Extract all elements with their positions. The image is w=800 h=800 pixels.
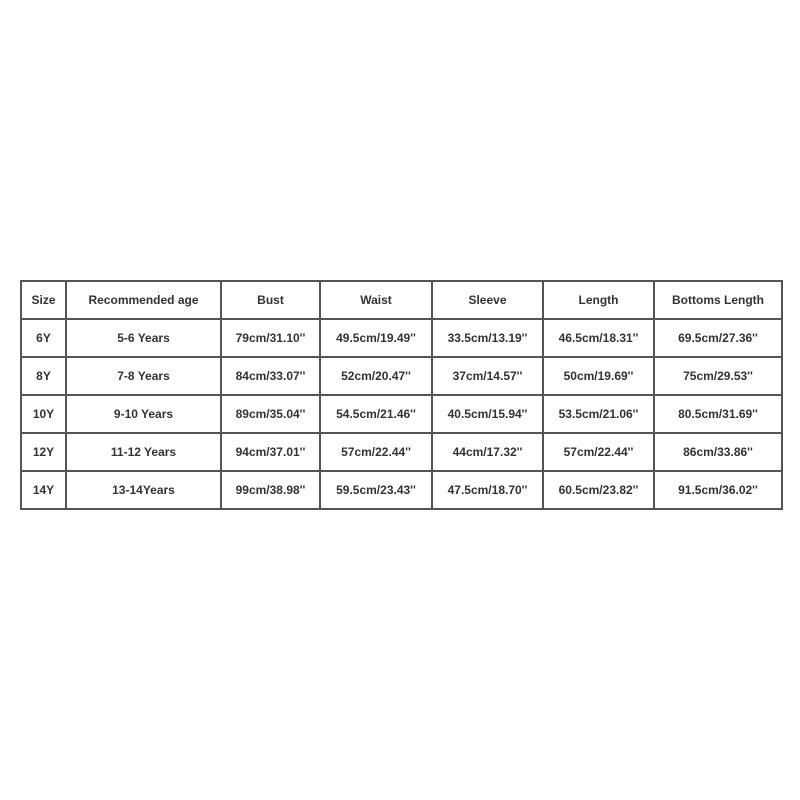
table-row bbox=[21, 471, 782, 509]
header-cell: Waist bbox=[320, 281, 432, 319]
table-cell: 7-8 Years bbox=[66, 357, 221, 395]
table-cell: 40.5cm/15.94'' bbox=[432, 395, 543, 433]
table-cell: 75cm/29.53'' bbox=[654, 357, 782, 395]
table-cell: 44cm/17.32'' bbox=[432, 433, 543, 471]
table-row bbox=[21, 395, 782, 433]
table-cell: 5-6 Years bbox=[66, 319, 221, 357]
table-cell: 13-14Years bbox=[66, 471, 221, 509]
header-cell: Size bbox=[21, 281, 66, 319]
table-cell: 46.5cm/18.31'' bbox=[543, 319, 654, 357]
table-cell: 99cm/38.98'' bbox=[221, 471, 320, 509]
table-cell: 10Y bbox=[21, 395, 66, 433]
header-cell: Recommended age bbox=[66, 281, 221, 319]
table-cell: 49.5cm/19.49'' bbox=[320, 319, 432, 357]
table-cell: 11-12 Years bbox=[66, 433, 221, 471]
table-cell: 12Y bbox=[21, 433, 66, 471]
table-cell: 14Y bbox=[21, 471, 66, 509]
table-cell: 91.5cm/36.02'' bbox=[654, 471, 782, 509]
table-cell: 47.5cm/18.70'' bbox=[432, 471, 543, 509]
header-row bbox=[21, 281, 782, 319]
header-cell: Bottoms Length bbox=[654, 281, 782, 319]
header-cell: Length bbox=[543, 281, 654, 319]
table-cell: 94cm/37.01'' bbox=[221, 433, 320, 471]
table-row bbox=[21, 357, 782, 395]
table-cell: 8Y bbox=[21, 357, 66, 395]
table-cell: 69.5cm/27.36'' bbox=[654, 319, 782, 357]
table-cell: 57cm/22.44'' bbox=[320, 433, 432, 471]
table-cell: 52cm/20.47'' bbox=[320, 357, 432, 395]
table-cell: 53.5cm/21.06'' bbox=[543, 395, 654, 433]
table-cell: 79cm/31.10'' bbox=[221, 319, 320, 357]
table-cell: 50cm/19.69'' bbox=[543, 357, 654, 395]
table-cell: 60.5cm/23.82'' bbox=[543, 471, 654, 509]
table-cell: 37cm/14.57'' bbox=[432, 357, 543, 395]
table-row bbox=[21, 319, 782, 357]
header-cell: Bust bbox=[221, 281, 320, 319]
table-cell: 57cm/22.44'' bbox=[543, 433, 654, 471]
table-cell: 6Y bbox=[21, 319, 66, 357]
table-cell: 9-10 Years bbox=[66, 395, 221, 433]
table-cell: 54.5cm/21.46'' bbox=[320, 395, 432, 433]
table-cell: 59.5cm/23.43'' bbox=[320, 471, 432, 509]
size-chart-table bbox=[20, 280, 783, 510]
table-cell: 84cm/33.07'' bbox=[221, 357, 320, 395]
table-cell: 33.5cm/13.19'' bbox=[432, 319, 543, 357]
table-cell: 80.5cm/31.69'' bbox=[654, 395, 782, 433]
table-cell: 86cm/33.86'' bbox=[654, 433, 782, 471]
table-cell: 89cm/35.04'' bbox=[221, 395, 320, 433]
table-row bbox=[21, 433, 782, 471]
header-cell: Sleeve bbox=[432, 281, 543, 319]
